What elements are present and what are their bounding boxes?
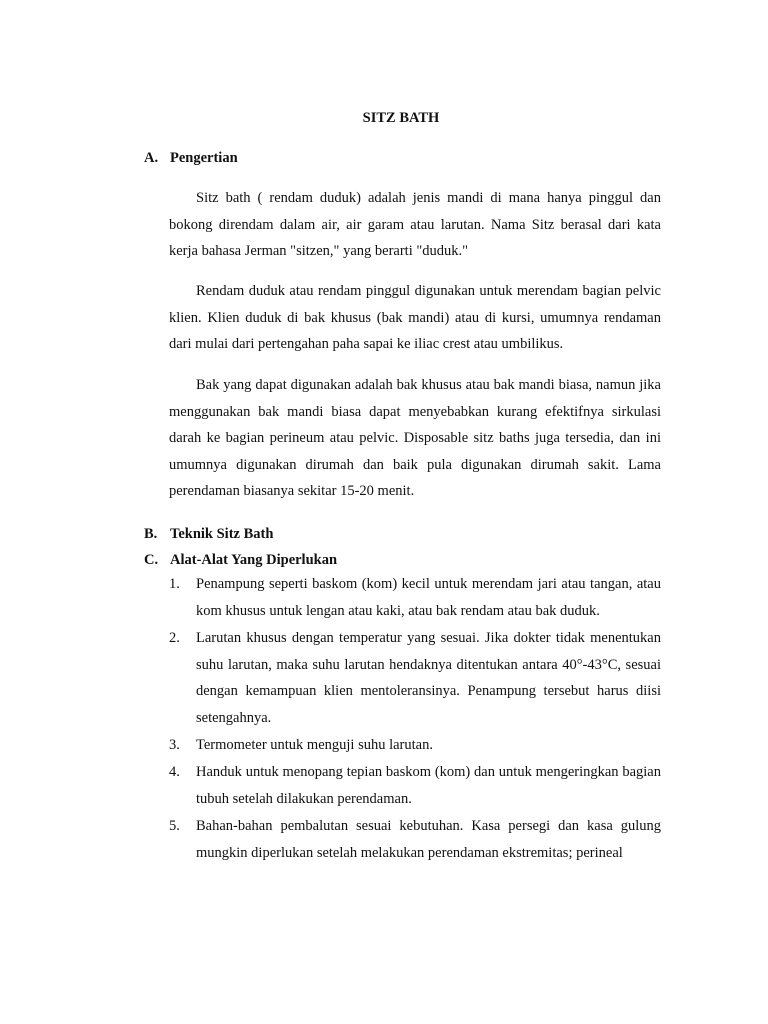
list-item-text: Bahan-bahan pembalutan sesuai kebutuhan. Kasa persegi dan kasa gulung mungkin diperlukan setelah melakukan perendaman ekstremitas; perineal xyxy=(196,818,661,861)
section-title: Teknik Sitz Bath xyxy=(170,526,274,542)
list-item xyxy=(169,759,661,812)
list-item xyxy=(169,813,661,866)
section-title: Alat-Alat Yang Diperlukan xyxy=(170,552,338,568)
paragraph: Bak yang dapat digunakan adalah bak khusus atau bak mandi biasa, namun jika menggunakan bak mandi biasa dapat menyebabkan kurang efektifnya sirkulasi darah ke bagian perineum atau pelvic. Disposable sitz baths juga tersedia, dan ini umumnya digunakan dirumah dan baik pula digunakan dirumah sakit. Lama perendaman biasanya sekitar 15-20 menit. xyxy=(169,377,661,499)
list-item-number: 4. xyxy=(169,764,180,780)
list-item-text: Penampung seperti baskom (kom) kecil untuk merendam jari atau tangan, atau kom khusus untuk lengan atau kaki, atau bak rendam atau bak duduk. xyxy=(196,576,661,619)
section-b-heading xyxy=(144,524,273,544)
list-item-text: Larutan khusus dengan temperatur yang sesuai. Jika dokter tidak menentukan suhu larutan, maka suhu larutan hendaknya ditentukan antara 40°-43°C, sesuai dengan kemampuan klien mentoleransinya. Penampung tersebut harus diisi setengahnya. xyxy=(196,630,661,726)
section-title: Pengertian xyxy=(170,150,238,166)
section-letter: C. xyxy=(144,552,159,568)
list-item xyxy=(169,571,661,624)
paragraph: Sitz bath ( rendam duduk) adalah jenis mandi di mana hanya pinggul dan bokong direndam dalam air, air garam atau larutan. Nama Sitz berasal dari kata kerja bahasa Jerman "sitzen," yang berarti "duduk." xyxy=(169,190,661,259)
paragraph: Rendam duduk atau rendam pinggul digunakan untuk merendam bagian pelvic klien. Klien duduk di bak khusus (bak mandi) atau di kursi, umumnya rendaman dari mulai dari pertengahan paha sapai ke iliac crest atau umbilikus. xyxy=(169,283,661,352)
list-item-text: Termometer untuk menguji suhu larutan. xyxy=(196,737,433,753)
section-letter: A. xyxy=(144,150,159,166)
list-item-number: 2. xyxy=(169,630,180,646)
list-item xyxy=(169,625,661,731)
list-item-number: 1. xyxy=(169,576,180,592)
list-item-text: Handuk untuk menopang tepian baskom (kom) dan untuk mengeringkan bagian tubuh setelah dilakukan perendaman. xyxy=(196,764,661,807)
section-a-heading xyxy=(144,148,238,168)
list-item-number: 3. xyxy=(169,737,180,753)
list-item-number: 5. xyxy=(169,818,180,834)
section-letter: B. xyxy=(144,526,158,542)
page-title: SITZ BATH xyxy=(362,110,440,126)
list-item xyxy=(169,732,661,759)
section-c-heading xyxy=(144,550,337,570)
